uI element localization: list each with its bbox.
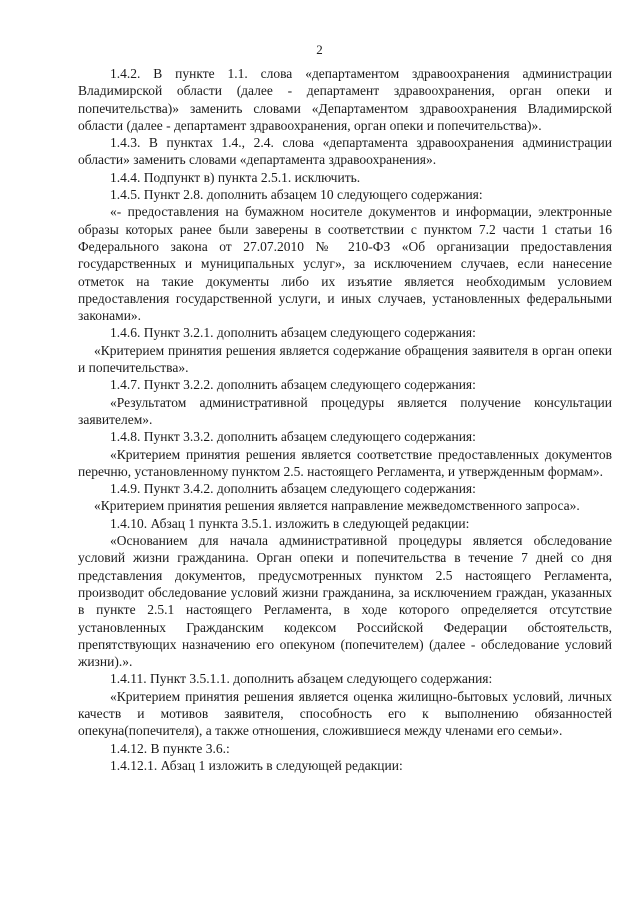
paragraph-1-4-7-quote: «Результатом административной процедуры является получение консультации заявителем». xyxy=(78,394,612,427)
paragraph-1-4-10: 1.4.10. Абзац 1 пункта 3.5.1. изложить в следующей редакции: xyxy=(110,515,470,531)
paragraph-1-4-8: 1.4.8. Пункт 3.3.2. дополнить абзацем следующего содержания: xyxy=(110,429,476,445)
document-body xyxy=(78,65,612,774)
paragraph-1-4-9-quote: «Критерием принятия решения является направление межведомственного запроса». xyxy=(94,498,580,514)
paragraph-1-4-8-quote: «Критерием принятия решения является соответствие предоставленных документов перечню, установленному пунктом 2.5. настоящего Регламента, и утвержденным формам». xyxy=(78,446,612,479)
paragraph-1-4-3: 1.4.3. В пунктах 1.4., 2.4. слова «департамента здравоохранения администрации области» заменить словами «департамента здравоохранения». xyxy=(78,135,612,168)
paragraph-1-4-12-1: 1.4.12.1. Абзац 1 изложить в следующей редакции: xyxy=(110,757,403,773)
paragraph-1-4-6-quote: «Критерием принятия решения является содержание обращения заявителя в орган опеки и попечительства». xyxy=(78,342,612,376)
paragraph-1-4-5: 1.4.5. Пункт 2.8. дополнить абзацем 10 следующего содержания: xyxy=(110,187,483,203)
paragraph-1-4-11-quote: «Критерием принятия решения является оценка жилищно-бытовых условий, личных качеств и мотивов заявителя, способность его к выполнению обязанностей опекуна(попечителя), а также отношения, сложившиеся между членами его семьи». xyxy=(78,688,612,739)
paragraph-1-4-5-quote: «- предоставления на бумажном носителе документов и информации, электронные образы которых ранее были заверены в соответствии с пунктом 7.2 части 1 статьи 16 Федерального закона от 27.07.2010 № 210-ФЗ «Об организации предоставления государственных и муниципальных услуг», за исключением случаев, если нанесение отметок на такие документы либо их изъятие является необходимым условием предоставления государственной услуги, и иных случаев, установленных федеральными законами». xyxy=(78,204,612,324)
page-number: 2 xyxy=(316,42,323,57)
paragraph-1-4-12: 1.4.12. В пункте 3.6.: xyxy=(110,740,230,756)
paragraph-1-4-7: 1.4.7. Пункт 3.2.2. дополнить абзацем следующего содержания: xyxy=(110,377,476,393)
paragraph-1-4-4: 1.4.4. Подпункт в) пункта 2.5.1. исключить. xyxy=(110,169,361,185)
paragraph-1-4-2: 1.4.2. В пункте 1.1. слова «департаментом здравоохранения администрации Владимирской области (далее - департамент здравоохранения, орган опеки и попечительства)» заменить словами «Департаментом здравоохранения Владимирской области (далее - департамент здравоохранения, орган опеки и попечительства)». xyxy=(78,66,612,133)
paragraph-1-4-9: 1.4.9. Пункт 3.4.2. дополнить абзацем следующего содержания: xyxy=(110,481,476,497)
paragraph-1-4-11: 1.4.11. Пункт 3.5.1.1. дополнить абзацем следующего содержания: xyxy=(110,671,493,687)
paragraph-1-4-10-quote: «Основанием для начала административной процедуры является обследование условий жизни гражданина. Орган опеки и попечительства в течение 7 дней со дня представления документов, предусмотренных пунктом 2.5 настоящего Регламента, производит обследование условий жизни гражданина, за исключением граждан, указанных в пункте 2.5.1 настоящего Регламента, в ходе которого определяется отсутствие установленных Гражданским кодексом Российской Федерации обстоятельств, препятствующих назначению его опекуном (попечителем) (далее - обследование условий жизни).». xyxy=(78,533,612,670)
paragraph-1-4-6: 1.4.6. Пункт 3.2.1. дополнить абзацем следующего содержания: xyxy=(110,325,476,341)
